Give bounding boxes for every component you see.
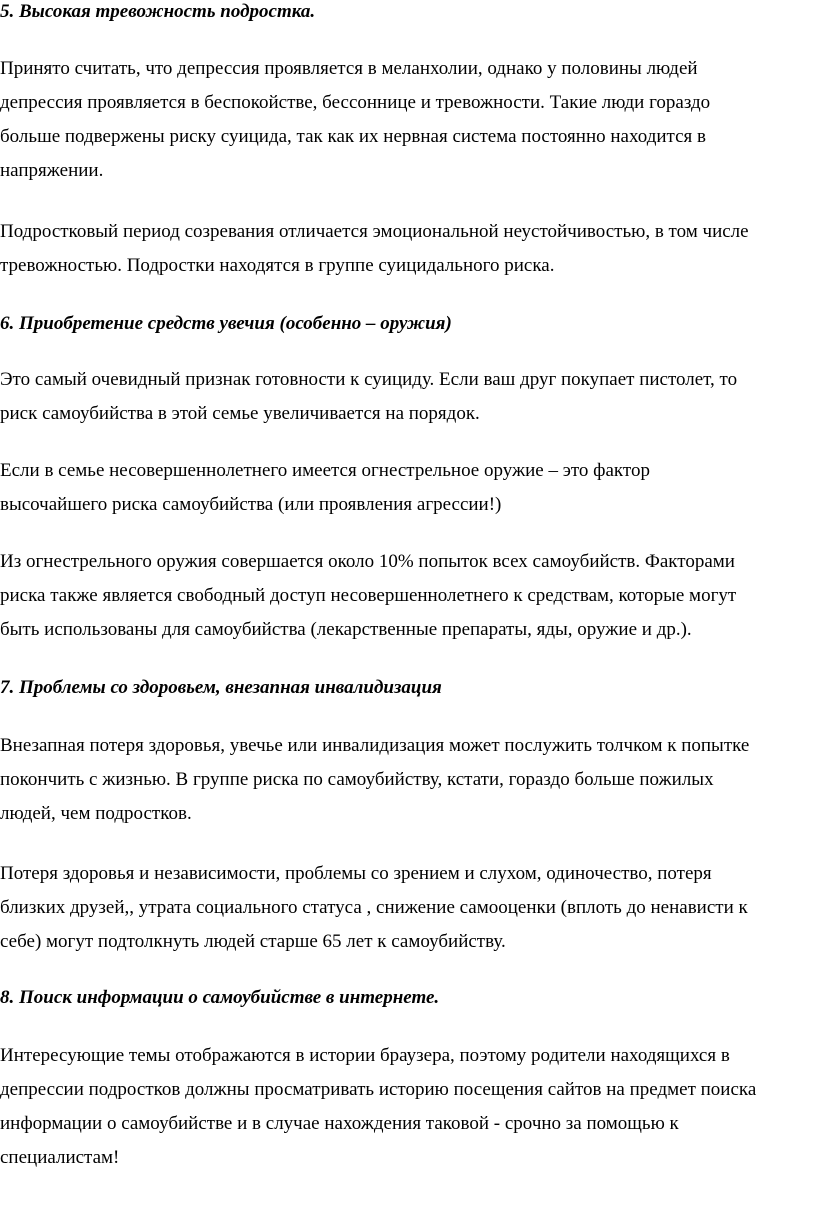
text-line: напряжении. — [0, 160, 104, 181]
section-7-paragraph-2 — [0, 857, 816, 959]
text-line: себе) могут подтолкнуть людей старше 65 лет к самоубийству. — [0, 931, 506, 952]
text-line: Внезапная потеря здоровья, увечье или инвалидизация может послужить толчком к попытке — [0, 735, 750, 756]
text-line: риск самоубийства в этой семье увеличивается на порядок. — [0, 403, 480, 424]
text-line: близких друзей,, утрата социального статуса , снижение самооценки (вплоть до ненависти к — [0, 897, 748, 918]
text-line: покончить с жизнью. В группе риска по самоубийству, кстати, гораздо больше пожилых — [0, 769, 714, 790]
text-line: тревожностью. Подростки находятся в группе суицидального риска. — [0, 255, 555, 276]
section-6-paragraph-3 — [0, 545, 816, 647]
text-line: Интересующие темы отображаются в истории браузера, поэтому родители находящихся в — [0, 1045, 730, 1066]
section-6-paragraph-1 — [0, 363, 816, 431]
section-5-paragraph-1 — [0, 52, 816, 188]
text-line: больше подвержены риску суицида, так как их нервная система постоянно находится в — [0, 126, 706, 147]
text-line: Это самый очевидный признак готовности к суициду. Если ваш друг покупает пистолет, то — [0, 369, 738, 390]
section-5-paragraph-2 — [0, 215, 816, 283]
section-5-heading: 5. Высокая тревожность подростка. — [0, 1, 316, 22]
text-line: быть использованы для самоубийства (лекарственные препараты, яды, оружие и др.). — [0, 619, 692, 640]
section-6-paragraph-2 — [0, 454, 816, 522]
section-7-heading: 7. Проблемы со здоровьем, внезапная инвалидизация — [0, 677, 442, 698]
text-line: депрессии подростков должны просматривать историю посещения сайтов на предмет поиска — [0, 1079, 757, 1100]
section-8-heading: 8. Поиск информации о самоубийстве в интернете. — [0, 987, 440, 1008]
text-line: высочайшего риска самоубийства (или проявления агрессии!) — [0, 494, 502, 515]
section-7-paragraph-1 — [0, 729, 816, 831]
text-line: Из огнестрельного оружия совершается около 10% попыток всех самоубийств. Факторами — [0, 551, 735, 572]
text-line: информации о самоубийстве и в случае нахождения таковой - срочно за помощью к — [0, 1113, 679, 1134]
text-line: людей, чем подростков. — [0, 803, 192, 824]
text-line: Подростковый период созревания отличается эмоциональной неустойчивостью, в том числе — [0, 221, 749, 242]
text-line: Потеря здоровья и независимости, проблемы со зрением и слухом, одиночество, потеря — [0, 863, 712, 884]
text-line: Если в семье несовершеннолетнего имеется огнестрельное оружие – это фактор — [0, 460, 650, 481]
text-line: риска также является свободный доступ несовершеннолетнего к средствам, которые могут — [0, 585, 737, 606]
section-8-paragraph-1 — [0, 1039, 816, 1175]
text-line: специалистам! — [0, 1147, 120, 1168]
text-line: депрессия проявляется в беспокойстве, бессоннице и тревожности. Такие люди гораздо — [0, 92, 711, 113]
text-line: Принято считать, что депрессия проявляется в меланхолии, однако у половины людей — [0, 58, 698, 79]
section-6-heading: 6. Приобретение средств увечия (особенно – оружия) — [0, 313, 452, 334]
